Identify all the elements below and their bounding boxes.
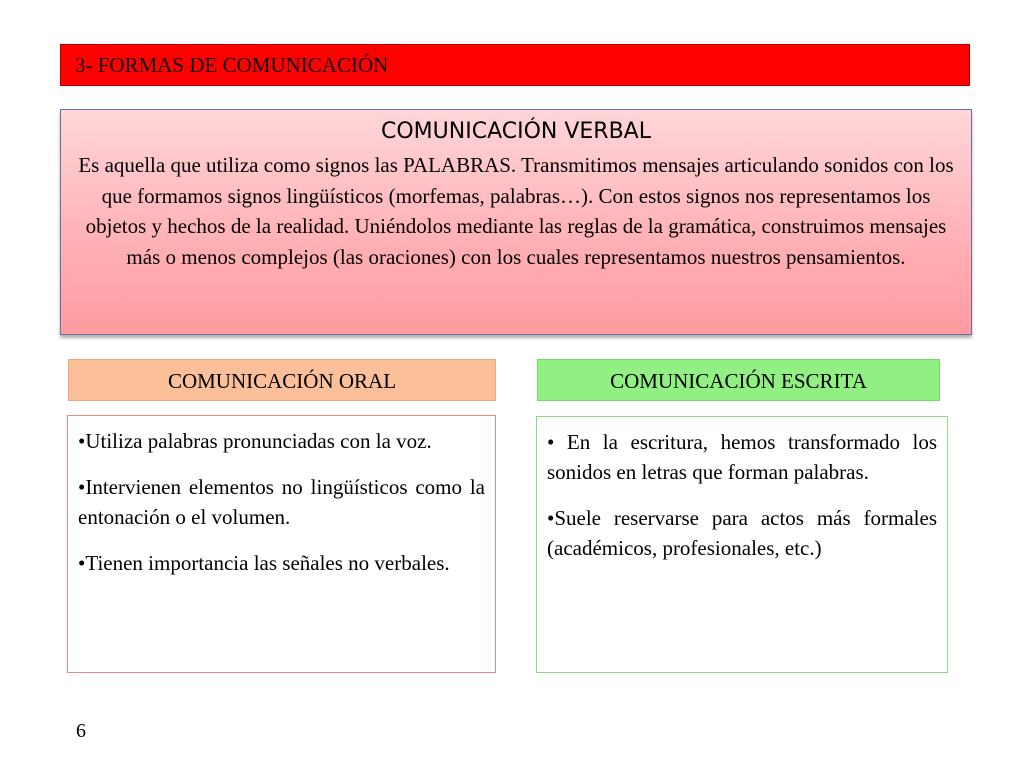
written-bullet-1: • En la escritura, hemos transformado los sonidos en letras que forman palabras. xyxy=(547,430,937,484)
verbal-heading: COMUNICACIÓN VERBAL xyxy=(381,119,651,144)
slide-title: 3- FORMAS DE COMUNICACIÓN xyxy=(60,44,970,86)
oral-bullet-2: •Intervienen elementos no lingüísticos como la entonación o el volumen. xyxy=(78,475,485,529)
written-bullet-2: •Suele reservarse para actos más formales (académicos, profesionales, etc.) xyxy=(547,506,937,560)
oral-communication-box xyxy=(67,415,496,673)
written-communication-label: COMUNICACIÓN ESCRITA xyxy=(537,359,940,401)
oral-bullet-1: •Utiliza palabras pronunciadas con la voz. xyxy=(78,429,432,453)
verbal-communication-box xyxy=(60,109,972,335)
oral-communication-label: COMUNICACIÓN ORAL xyxy=(68,359,496,401)
oral-bullet-3: •Tienen importancia las señales no verbales. xyxy=(78,551,450,575)
page-number: 6 xyxy=(76,720,86,742)
verbal-description: Es aquella que utiliza como signos las PALABRAS. Transmitimos mensajes articulando sonidos con los que formamos signos lingüísticos (morfemas, palabras…). Con estos signos nos representamos los objetos y hechos de la realidad. Uniéndolos mediante las reglas de la gramática, construimos mensajes más o menos complejos (las oraciones) con los cuales representamos nuestros pensamientos. xyxy=(78,153,954,269)
written-communication-box xyxy=(536,416,948,673)
